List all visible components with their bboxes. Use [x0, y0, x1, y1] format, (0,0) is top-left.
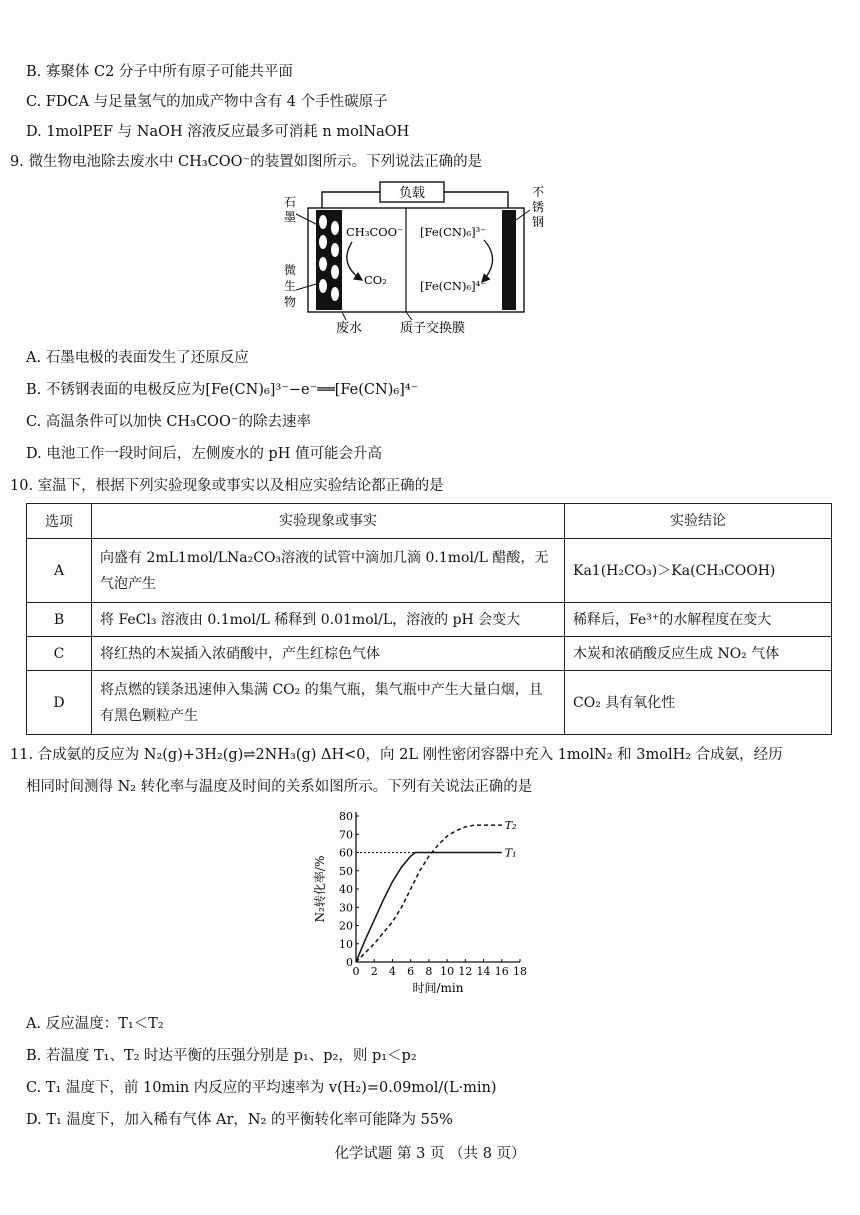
left-wire — [322, 192, 380, 208]
y-tick-label: 10 — [339, 937, 353, 951]
graphite-label-1: 石 — [284, 195, 297, 209]
graphite-label-2: 墨 — [284, 210, 297, 224]
row-fact: 将 FeCl₃ 溶液由 0.1mol/L 稀释到 0.01mol/L，溶液的 pH 会变大 — [92, 603, 565, 637]
svg-text:钢: 钢 — [532, 215, 545, 229]
y-tick-label: 20 — [339, 919, 353, 933]
header-option: 选项 — [27, 504, 92, 539]
table-row[interactable] — [27, 539, 832, 603]
q11-option-c[interactable]: C. T₁ 温度下，前 10min 内反应的平均速率为 v(H₂)=0.09mol/(L·min) — [26, 1080, 497, 1096]
row-option: B — [27, 603, 92, 637]
y-tick-label: 80 — [339, 810, 353, 823]
row-conclusion: CO₂ 具有氧化性 — [565, 671, 832, 735]
row-fact: 将红热的木炭插入浓硝酸中，产生红棕色气体 — [92, 637, 565, 671]
row-option: C — [27, 637, 92, 671]
series-line-1 — [356, 853, 502, 963]
row-fact: 向盛有 2mL1mol/LNa₂CO₃溶液的试管中滴加几滴 0.1mol/L 醋酸，无气泡产生 — [92, 539, 565, 603]
ferrocyanide-label: [Fe(CN)₆]⁴⁻ — [420, 279, 487, 293]
row-option: A — [27, 539, 92, 603]
wastewater-label: 废水 — [336, 321, 363, 336]
q9-option-c[interactable]: C. 高温条件可以加快 CH₃COO⁻的除去速率 — [26, 414, 311, 430]
q9-option-d[interactable]: D. 电池工作一段时间后，左侧废水的 pH 值可能会升高 — [26, 446, 382, 462]
acetate-label: CH₃COO⁻ — [346, 225, 404, 239]
x-tick-label: 4 — [388, 965, 396, 978]
svg-text:物: 物 — [284, 295, 297, 309]
header-conclusion: 实验结论 — [565, 504, 832, 539]
svg-text:微: 微 — [284, 263, 297, 277]
table-row[interactable] — [27, 603, 832, 637]
q10-table — [26, 503, 832, 735]
ferricyanide-label: [Fe(CN)₆]³⁻ — [420, 225, 487, 239]
q8-option-d[interactable]: D. 1molPEF 与 NaOH 溶液反应最多可消耗 n molNaOH — [26, 124, 410, 140]
q11-option-d[interactable]: D. T₁ 温度下，加入稀有气体 Ar，N₂ 的平衡转化率可能降为 55% — [26, 1112, 453, 1128]
x-tick-label: 10 — [440, 965, 455, 978]
series-line-2 — [356, 825, 502, 962]
steel-electrode — [502, 210, 516, 310]
q11-option-a[interactable]: A. 反应温度：T₁＜T₂ — [26, 1016, 164, 1032]
co2-label: CO₂ — [364, 273, 387, 287]
y-tick-label: 50 — [339, 864, 353, 878]
x-tick-label: 6 — [407, 965, 415, 978]
y-tick-label: 40 — [339, 883, 353, 896]
y-axis-label: N₂转化率/% — [313, 855, 327, 923]
membrane-label: 质子交换膜 — [400, 321, 466, 336]
page-footer: 化学试题 第 3 页 （共 8 页） — [334, 1146, 526, 1162]
x-tick-label: 2 — [370, 965, 378, 978]
svg-text:生: 生 — [284, 279, 297, 293]
q9-battery-diagram — [272, 180, 562, 340]
q11-option-b[interactable]: B. 若温度 T₁、T₂ 时达平衡的压强分别是 p₁、p₂，则 p₁＜p₂ — [26, 1048, 417, 1064]
q8-option-c[interactable]: C. FDCA 与足量氢气的加成产物中含有 4 个手性碳原子 — [26, 94, 388, 110]
q11-stem-line1: 11. 合成氨的反应为 N₂(g)+3H₂(g)⇌2NH₃(g) ΔH<0，向 2L 刚性密闭容器中充入 1molN₂ 和 3molH₂ 合成氨，经历 — [10, 747, 783, 763]
y-tick-label: 30 — [339, 901, 353, 915]
q9-option-a[interactable]: A. 石墨电极的表面发生了还原反应 — [26, 350, 249, 366]
load-label: 负载 — [398, 186, 426, 201]
q9-option-b[interactable]: B. 不锈钢表面的电极反应为[Fe(CN)₆]³⁻−e⁻══[Fe(CN)₆]⁴⁻ — [26, 382, 419, 398]
series-label-1: T₁ — [504, 846, 517, 860]
row-fact: 将点燃的镁条迅速伸入集满 CO₂ 的集气瓶，集气瓶中产生大量白烟，且有黑色颗粒产生 — [92, 671, 565, 735]
x-axis-label: 时间/min — [412, 981, 464, 995]
x-tick-label: 16 — [494, 965, 509, 978]
table-row[interactable] — [27, 637, 832, 671]
left-arrow — [347, 242, 362, 280]
row-conclusion: 木炭和浓硝酸反应生成 NO₂ 气体 — [565, 637, 832, 671]
series-label-2: T₂ — [504, 819, 517, 833]
q10-stem: 10. 室温下，根据下列实验现象或事实以及相应实验结论都正确的是 — [10, 478, 444, 494]
q8-option-b[interactable]: B. 寡聚体 C2 分子中所有原子可能共平面 — [26, 64, 293, 80]
y-tick-label: 70 — [339, 828, 353, 842]
x-tick-label: 0 — [352, 965, 360, 978]
q9-stem: 9. 微生物电池除去废水中 CH₃COO⁻的装置如图所示。下列说法正确的是 — [10, 154, 483, 170]
svg-text:不: 不 — [532, 185, 545, 199]
x-tick-label: 8 — [425, 965, 433, 978]
y-tick-label: 0 — [346, 956, 353, 969]
x-tick-label: 12 — [458, 965, 473, 978]
row-option: D — [27, 671, 92, 735]
right-arrow — [482, 240, 493, 282]
q11-stem-line2: 相同时间测得 N₂ 转化率与温度及时间的关系如图所示。下列有关说法正确的是 — [26, 779, 533, 795]
right-wire — [444, 192, 508, 208]
header-fact: 实验现象或事实 — [92, 504, 565, 539]
row-conclusion: Ka1(H₂CO₃)＞Ka(CH₃COOH) — [565, 539, 832, 603]
x-tick-label: 14 — [476, 965, 491, 978]
q11-conversion-chart — [300, 806, 540, 1002]
y-tick-label: 60 — [339, 846, 353, 860]
table-header-row — [27, 504, 832, 539]
row-conclusion: 稀释后，Fe³⁺的水解程度在变大 — [565, 603, 832, 637]
table-row[interactable] — [27, 671, 832, 735]
svg-text:锈: 锈 — [532, 200, 545, 214]
x-tick-label: 18 — [513, 965, 527, 978]
